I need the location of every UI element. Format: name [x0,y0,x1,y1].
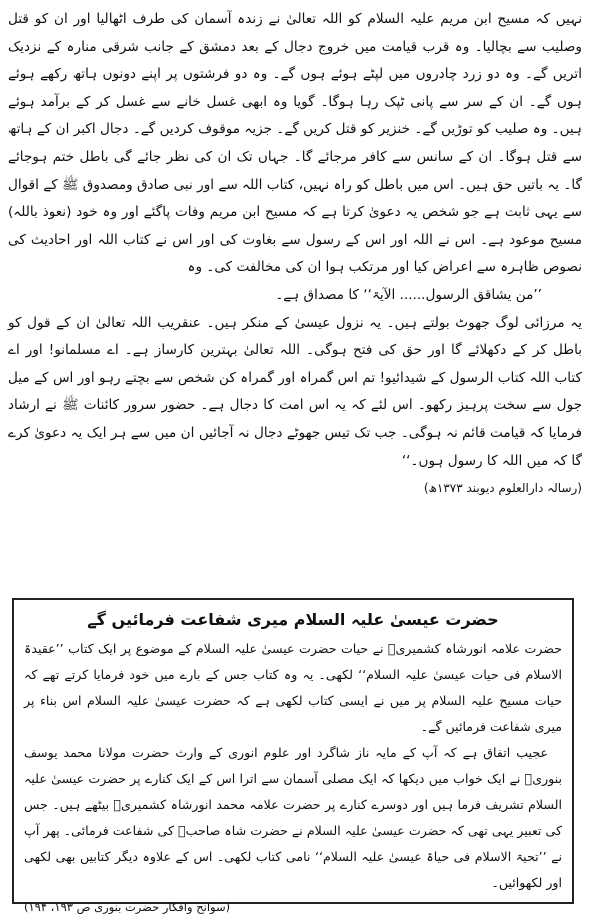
article-paragraph-1: نہیں کہ مسیح ابن مریم علیہ السلام کو اللہ تعالیٰ نے زندہ آسمان کی طرف اٹھالیا اور ان کو قتل وصلیب سے بچالیا۔ وہ قرب قیامت میں خروج دجال کے بعد دمشق کے جانب شرقی منارہ کے نزدیک اتریں گے۔ وہ دو زرد چادروں میں لپٹے ہوئے ہوں گے۔ وہ دو فرشتوں پر اپنے دونوں ہاتھ رکھے ہوئے ہوں گے۔ ان کے سر سے پانی ٹپک رہا ہوگا۔ گویا وہ ابھی غسل خانے سے غسل کر کے برآمد ہوئے ہیں۔ وہ صلیب کو توڑیں گے۔ خنزیر کو قتل کریں گے۔ جزیہ موقوف کردیں گے۔ دجال اکبر ان کے ہاتھ سے قتل ہوگا۔ ان کے سانس سے کافر مرجائے گا۔ جہاں تک ان کی نظر جائے گی باطل ختم ہوجائے گا۔ یہ باتیں حق ہیں۔ اس میں باطل کو راہ نہیں، کتاب اللہ سے اور نبی صادق ومصدوق ﷺ کے اقوال سے یہی ثابت ہے جو شخص یہ دعویٰ کرتا ہے کہ مسیح ابن مریم وفات پاگئے اور وہ خود (نعوذ باللہ) مسیح موعود ہے۔ اس نے اللہ اور اس کے رسول سے بغاوت کی اور اس نے کتاب اللہ اور احادیث کی نصوص ظاہرہ سے اعراض کیا اور مرتکب ہوا ان کی مخالفت کی۔ وہ [8,11,582,276]
page [8,6,582,914]
boxed-article-paragraph-1: حضرت علامہ انورشاہ کشمیریؒ نے حیات حضرت عیسیٰ علیہ السلام کے موضوع پر ایک کتاب ’’عقیدۃ الاسلام فی حیات عیسیٰ علیہ السلام‘‘ لکھی۔ یہ وہ کتاب جس کے بارے میں خود فرمایا کرتے تھے کہ حیات مسیح علیہ السلام پر میں نے ایسی کتاب لکھی ہے کہ حضرت عیسیٰ علیہ السلام اس بناء پر میری شفاعت فرمائیں گے۔ [24,641,562,734]
boxed-article-paragraph-2: عجیب اتفاق ہے کہ آپ کے مایہ ناز شاگرد اور علوم انوری کے وارث حضرت مولانا محمد یوسف بنوریؒ نے ایک خواب میں دیکھا کہ ایک مصلی آسمان سے اترا اس کے ایک کنارے پر حضرت عیسیٰ علیہ السلام تشریف فرما ہیں اور دوسرے کنارے پر حضرت علامہ محمد انورشاہ کشمیریؒ بیٹھے ہیں۔ جس کی تعبیر یہی تھی کہ حضرت عیسیٰ علیہ السلام نے حضرت شاہ صاحبؒ کی شفاعت فرمائی۔ پھر آپ نے ’’تحیۃ الاسلام فی حیاۃ عیسیٰ علیہ السلام‘‘ نامی کتاب لکھی۔ اس کے علاوہ دیگر کتابیں بھی لکھی اور لکھوائیں۔ [24,745,562,890]
article-source: (رسالہ دارالعلوم دیوبند ۱۳۷۳ھ) [423,481,582,496]
article-paragraph-3: یہ مرزائی لوگ جھوٹ بولتے ہیں۔ یہ نزول عیسیٰ کے منکر ہیں۔ عنقریب اللہ تعالیٰ ان کے قول کو باطل کر کے دکھلائے گا اور حق کی فتح ہوگی۔ اللہ تعالیٰ بہترین کارساز ہے۔ اے مسلمانو! اور اے کتاب اللہ کتاب الرسول کے شیدائیو! تم اس گمراہ اور گمراہ کن شخص سے بچتے رہو اور اس کے میل جول سے سخت پرہیز رکھو۔ اس لئے کہ یہ اس امت کا دجال ہے۔ حضور سرور کائنات ﷺ نے ارشاد فرمایا کہ قیامت قائم نہ ہوگی۔ جب تک تیس جھوٹے دجال نہ آجائیں ان میں سے ہر ایک یہ دعویٰ کرے گا کہ میں اللہ کا رسول ہوں۔‘‘ [8,314,582,469]
article-body [8,6,582,499]
boxed-article [12,598,574,914]
boxed-article-source: (سوانح وافکار حضرت بنوری ص ۱۹۳، ۱۹۴) [24,900,231,914]
article-paragraph-2: ’’من یشاقق الرسول...... الآیۃ‘‘ کا مصداق ہے۔ [275,286,542,303]
boxed-article-title: حضرت عیسیٰ علیہ السلام میری شفاعت فرمائیں گے [87,610,499,629]
